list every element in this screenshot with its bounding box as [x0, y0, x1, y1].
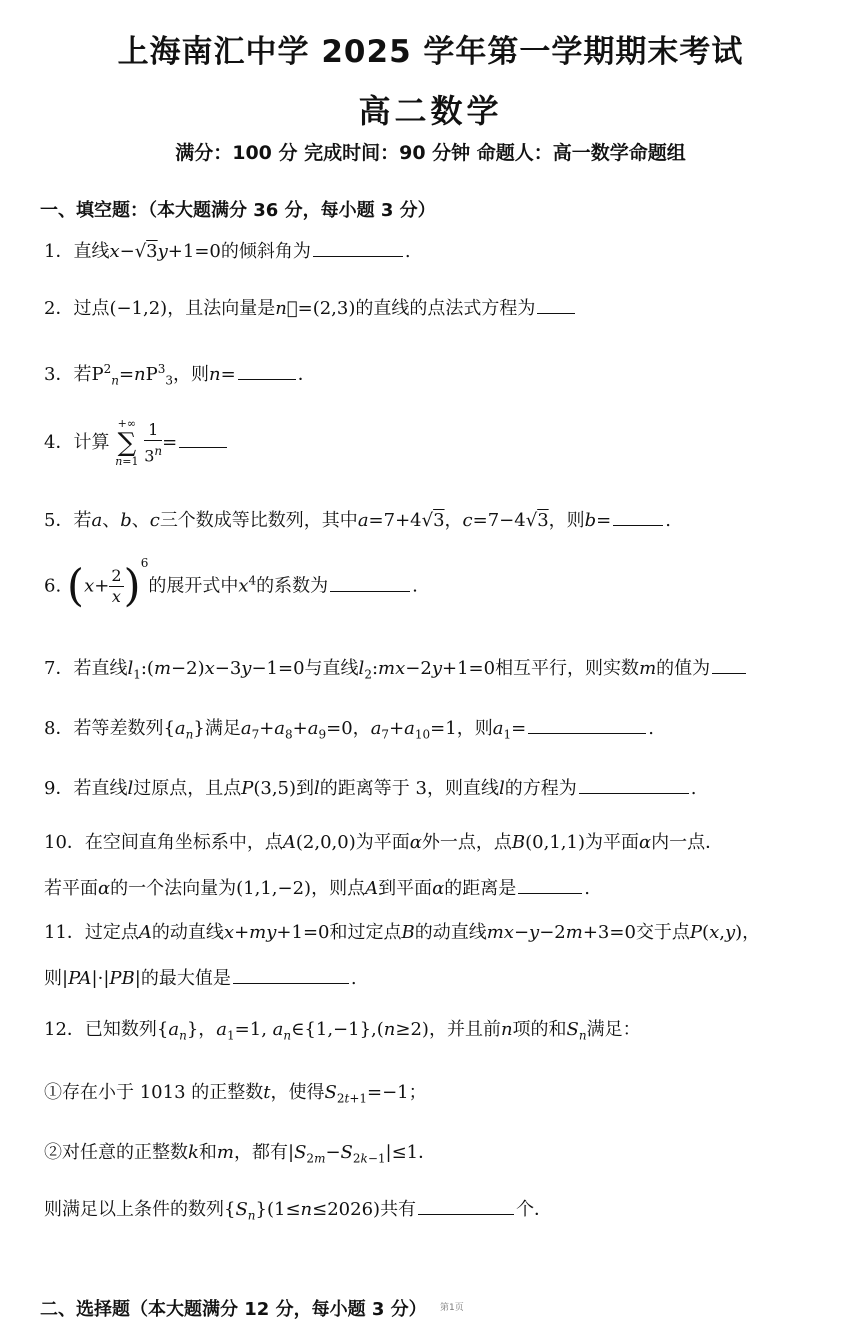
answer-blank[interactable] — [518, 875, 582, 894]
question-12-final: 则满足以上条件的数列$\{S_n\}(1\le n\le 2026)$共有 个． — [44, 1196, 552, 1229]
answer-blank[interactable] — [418, 1196, 514, 1215]
question-3: 3．若$P^2_n=nP^3_3$，则n= ． — [44, 362, 316, 388]
question-11-cont: 则|PA|·|PB|的最大值是 . — [44, 965, 357, 992]
exam-subject: 高二数学 — [358, 92, 503, 130]
question-12-cond1: ①存在小于 1013 的正整数t，使得$S_{2t+1}=-1$； — [44, 1082, 427, 1106]
question-2: 2．过点(−1,2)，且法向量是n⃗=(2,3)的直线的点法式方程为 — [44, 295, 577, 322]
answer-blank[interactable] — [537, 295, 575, 314]
question-5: 5．若a、b、c三个数成等比数列，其中a=7+4√3，c=7−4√3，则b= . — [44, 507, 671, 534]
question-6: 6. (x+ $\frac{2}{x}$ )$^6$的展开式中$x^4$的系数为 . — [44, 555, 418, 612]
section1-heading: 一、填空题：（本大题满分 36 分，每小题 3 分） — [40, 200, 436, 221]
answer-blank[interactable] — [238, 361, 296, 380]
question-7: 7．若直线$l_1:(m-2)x-3y-1=0$与直线$l_2:mx-2y+1=0$相互平行，则实数m的值为 — [44, 655, 748, 688]
page-footer: 第1页 — [440, 1303, 464, 1313]
question-4: 4．计算 +∞ ∑ n=1 $\frac{1}{3^n}$ = — [44, 418, 229, 468]
question-11: 11．过定点A的动直线x+my+1=0和过定点B的动直线mx−y−2m+3=0交于点P(x,y)， — [44, 922, 761, 943]
question-1: 1．直线x−√3y+1=0的倾斜角为 . — [44, 238, 411, 265]
answer-blank[interactable] — [528, 715, 646, 734]
answer-blank[interactable] — [579, 775, 689, 794]
section2-heading: 二、选择题（本大题满分 12 分，每小题 3 分） — [40, 1299, 427, 1320]
question-12-cond2: ②对任意的正整数k和m，都有$|S_{2m}-S_{2k-1}|\le 1$． — [44, 1142, 437, 1166]
answer-blank[interactable] — [313, 238, 403, 257]
question-10-cont: 若平面α的一个法向量为(1,1,−2)，则点A到平面α的距离是 . — [44, 875, 590, 902]
question-12: 12．已知数列$\{a_n\}$，$a_1=1$, $a_n\in\{1,-1\},(n\ge 2)$，并且前n项的和$S_n$满足： — [44, 1019, 641, 1043]
answer-blank[interactable] — [613, 507, 663, 526]
answer-blank[interactable] — [179, 429, 227, 448]
question-9: 9．若直线l过原点，且点P(3,5)到l的距离等于 3，则直线l的方程为 . — [44, 775, 696, 802]
question-8: 8．若等差数列$\{a_n\}$满足$a_7+a_8+a_9=0$，$a_7+a_{10}=1$，则$a_1=$ . — [44, 715, 654, 748]
exam-meta: 满分：100 分 完成时间：90 分钟 命题人：高一数学命题组 — [175, 142, 686, 164]
answer-blank[interactable] — [712, 655, 746, 674]
answer-blank[interactable] — [233, 965, 349, 984]
question-10: 10．在空间直角坐标系中，点A(2,0,0)为平面α外一点，点B(0,1,1)为平面α内一点． — [44, 832, 724, 853]
exam-title: 上海南汇中学 2025 学年第一学期期末考试 — [117, 34, 744, 70]
answer-blank[interactable] — [330, 573, 410, 592]
